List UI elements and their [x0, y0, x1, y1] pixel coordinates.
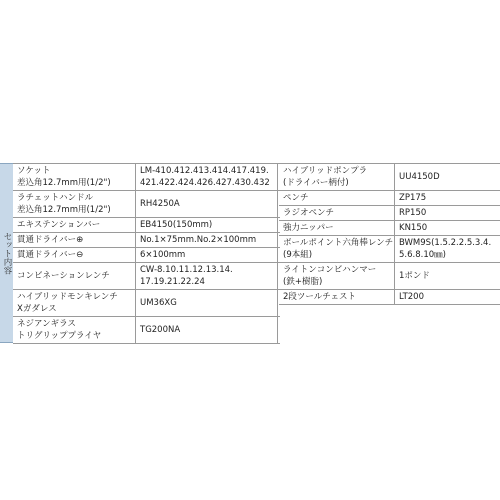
item-model-line: UM36XG — [140, 298, 177, 308]
item-model — [395, 221, 500, 236]
item-name-line: ラチェットハンドル — [17, 193, 94, 203]
table-row — [279, 236, 500, 263]
item-name — [279, 191, 395, 206]
table-row — [13, 233, 280, 248]
item-name — [279, 290, 395, 305]
table-row — [279, 221, 500, 236]
item-model — [136, 263, 281, 290]
item-model-line: KN150 — [399, 223, 428, 233]
item-name — [279, 206, 395, 221]
item-name-line: 2段ツールチェスト — [283, 292, 356, 302]
item-model-line: RP150 — [399, 208, 427, 218]
item-model-line: ZP175 — [399, 193, 427, 203]
item-model-line: EB4150(150mm) — [140, 220, 213, 230]
item-name — [13, 317, 136, 344]
item-model — [136, 317, 281, 344]
item-name — [13, 233, 136, 248]
item-name-line: エキステンションバー — [17, 220, 101, 230]
item-model-line: 1ポンド — [399, 271, 430, 281]
table-row — [279, 206, 500, 221]
item-model — [136, 164, 281, 191]
item-name — [13, 263, 136, 290]
item-model-line: CW-8.10.11.12.13.14. — [140, 265, 233, 275]
item-name — [279, 164, 395, 191]
item-model-line: LT200 — [399, 292, 424, 302]
item-name — [13, 290, 136, 317]
table-row — [13, 263, 280, 290]
table-row — [279, 191, 500, 206]
table-row — [279, 263, 500, 290]
item-name-line: 強力ニッパー — [283, 223, 334, 233]
item-name — [279, 263, 395, 290]
item-name-line: (鉄+樹脂) — [283, 277, 323, 287]
set-contents-label-bar — [0, 163, 13, 343]
item-model — [395, 191, 500, 206]
set-contents-label: セット内容 — [2, 232, 12, 275]
item-name — [13, 248, 136, 263]
item-model — [395, 263, 500, 290]
item-name — [13, 164, 136, 191]
item-name-line: コンビネーションレンチ — [17, 271, 110, 281]
table-row — [13, 164, 280, 191]
column-divider — [277, 163, 278, 343]
item-model — [136, 191, 281, 218]
item-model-line: BWM9S(1.5.2.2.5.3.4. — [399, 238, 492, 248]
table-row — [279, 164, 500, 191]
item-model — [395, 206, 500, 221]
item-model — [395, 164, 500, 191]
table-row — [279, 290, 500, 305]
item-name-line: ハイブリッドモンキレンチ — [17, 292, 118, 302]
item-name-line: ソケット — [17, 166, 51, 176]
item-name-line: ネジアンギラス — [17, 319, 76, 329]
right-contents-table — [279, 163, 500, 305]
item-model-line: No.1×75mm.No.2×100mm — [140, 235, 257, 245]
item-name-line: ペンチ — [283, 193, 309, 203]
item-name — [13, 218, 136, 233]
item-model — [395, 290, 500, 305]
item-name-line: 差込角12.7mm用(1/2") — [17, 205, 111, 215]
table-row — [13, 191, 280, 218]
item-name-line: ライトンコンビハンマー — [283, 265, 377, 275]
table-row — [13, 248, 280, 263]
item-name — [279, 221, 395, 236]
item-model — [136, 290, 281, 317]
item-name-line: (ドライバー柄付) — [283, 178, 349, 188]
item-model-line: TG200NA — [140, 325, 181, 335]
item-model — [395, 236, 500, 263]
item-name-line: 貫通ドライバー⊖ — [17, 250, 84, 260]
item-model-line: UU4150D — [399, 172, 440, 182]
item-name-line: (9本組) — [283, 250, 313, 260]
table-row — [13, 218, 280, 233]
item-model-line: 5.6.8.10㎜) — [399, 250, 446, 260]
item-name — [279, 236, 395, 263]
item-model — [136, 248, 281, 263]
item-name-line: Xガダレス — [17, 304, 57, 314]
item-name-line: トリグリッププライヤ — [17, 331, 102, 341]
item-name-line: 差込角12.7mm用(1/2") — [17, 178, 111, 188]
item-model-line: LM-410.412.413.414.417.419. — [140, 166, 269, 176]
item-model-line: 421.422.424.426.427.430.432 — [140, 178, 270, 188]
table-row — [13, 317, 280, 344]
item-name-line: 貫通ドライバー⊕ — [17, 235, 84, 245]
table-row — [13, 290, 280, 317]
spec-sheet — [0, 163, 500, 343]
item-model-line: 6×100mm — [140, 250, 186, 260]
item-model — [136, 233, 281, 248]
item-name-line: ラジオペンチ — [283, 208, 335, 218]
item-model-line: RH4250A — [140, 199, 180, 209]
item-name-line: ボールポイント六角棒レンチ — [283, 238, 394, 248]
item-model — [136, 218, 281, 233]
item-model-line: 17.19.21.22.24 — [140, 277, 205, 287]
left-contents-table — [13, 163, 280, 344]
item-name — [13, 191, 136, 218]
item-name-line: ハイブリッドポンプラ — [283, 166, 368, 176]
